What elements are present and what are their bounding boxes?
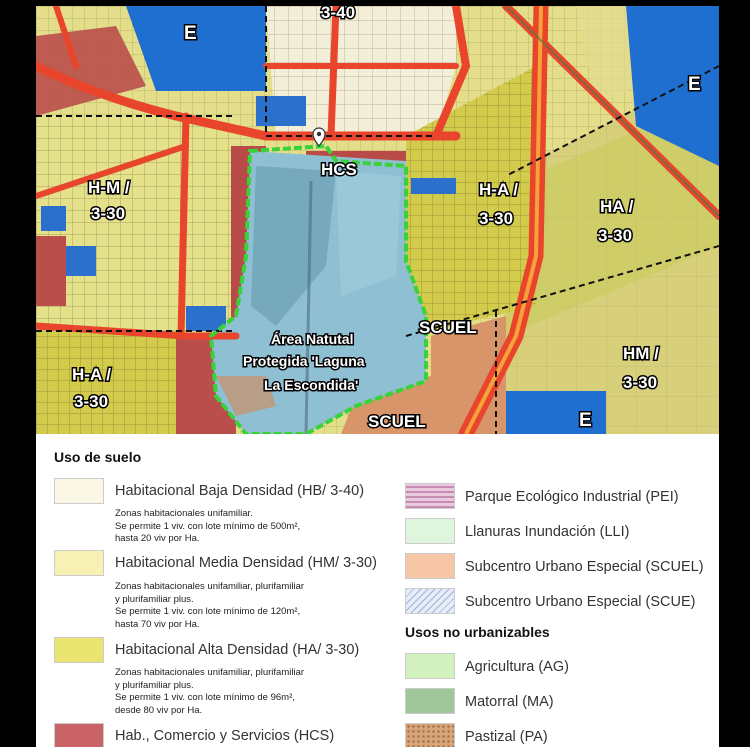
zone-label-ha: 3-30 (74, 392, 109, 411)
legend-label-scue: Subcentro Urbano Especial (SCUE) (465, 594, 696, 610)
zone-label-ha: 3-30 (598, 226, 633, 245)
protected-area-label: Protegida 'Laguna (243, 353, 365, 369)
legend-label-lli: Llanuras Inundación (LLI) (465, 524, 630, 540)
legend-title: Uso de suelo (54, 449, 142, 465)
map-legend-panel (36, 6, 719, 747)
legend-swatch-ag (405, 653, 455, 679)
legend-swatch-ma (405, 688, 455, 714)
zone-label-e: E (579, 410, 592, 431)
zoning-map (36, 6, 719, 434)
zone-label-hm: 3-30 (623, 373, 658, 392)
legend-swatch-scuel (405, 553, 455, 579)
zone-label-e: E (688, 74, 701, 95)
zone-label-scuel: SCUEL (368, 412, 426, 431)
legend-desc-hm: Zonas habitacionales unifamiliar, plurifamiliar y plurifamiliar plus. Se permite 1 viv. con lote mínimo de 120m², hasta 70 viv por Ha. (115, 581, 305, 630)
zone-label-ha: H-A / (72, 365, 112, 384)
legend-label-hm: Habitacional Media Densidad (HM/ 3-30) (115, 555, 377, 571)
zone-label-hcs: HCS (321, 160, 357, 179)
protected-area-label: La Escondida' (264, 377, 359, 393)
zone-label-hm: H-M / (88, 178, 130, 197)
legend-swatch-hb (54, 478, 104, 504)
zone-label-hb: 3-40 (321, 6, 356, 22)
zone-label-e: E (184, 23, 197, 44)
zone-label-scuel: SCUEL (419, 318, 477, 337)
zone-label-hm: 3-30 (91, 204, 126, 223)
legend-label-ag: Agricultura (AG) (465, 659, 569, 675)
legend-label-ma: Matorral (MA) (465, 694, 554, 710)
legend-label-pa: Pastizal (PA) (465, 729, 548, 745)
zone-label-ha: 3-30 (479, 209, 514, 228)
zone-label-hm: HM / (623, 344, 659, 363)
legend-swatch-ha (54, 637, 104, 663)
legend-subtitle-non-urban: Usos no urbanizables (405, 624, 550, 640)
legend-label-ha: Habitacional Alta Densidad (HA/ 3-30) (115, 642, 360, 658)
legend-desc-ha: Zonas habitacionales unifamiliar, plurifamiliar y plurifamiliar plus. Se permite 1 viv. con lote mínimo de 96m², desde 80 viv por Ha. (115, 667, 305, 716)
legend (36, 434, 719, 747)
legend-label-scuel: Subcentro Urbano Especial (SCUEL) (465, 559, 704, 575)
legend-swatch-scue (405, 588, 455, 614)
legend-swatch-hm (54, 550, 104, 576)
legend-desc-hb: Zonas habitacionales unifamiliar. Se permite 1 viv. con lote mínimo de 500m², hasta 20 viv por Ha. (115, 508, 301, 544)
legend-label-hb: Habitacional Baja Densidad (HB/ 3-40) (115, 483, 365, 499)
legend-swatch-lli (405, 518, 455, 544)
hcs-block (36, 236, 66, 306)
legend-swatch-pei (405, 483, 455, 509)
legend-label-pei: Parque Ecológico Industrial (PEI) (465, 489, 679, 505)
zone-label-ha: HA / (600, 197, 634, 216)
zone-label-ha: H-A / (479, 180, 519, 199)
legend-swatch-hcs (54, 723, 104, 747)
legend-swatch-pa (405, 723, 455, 747)
legend-label-hcs: Hab., Comercio y Servicios (HCS) (115, 728, 335, 744)
protected-area-label: Área Natutal (271, 331, 354, 347)
